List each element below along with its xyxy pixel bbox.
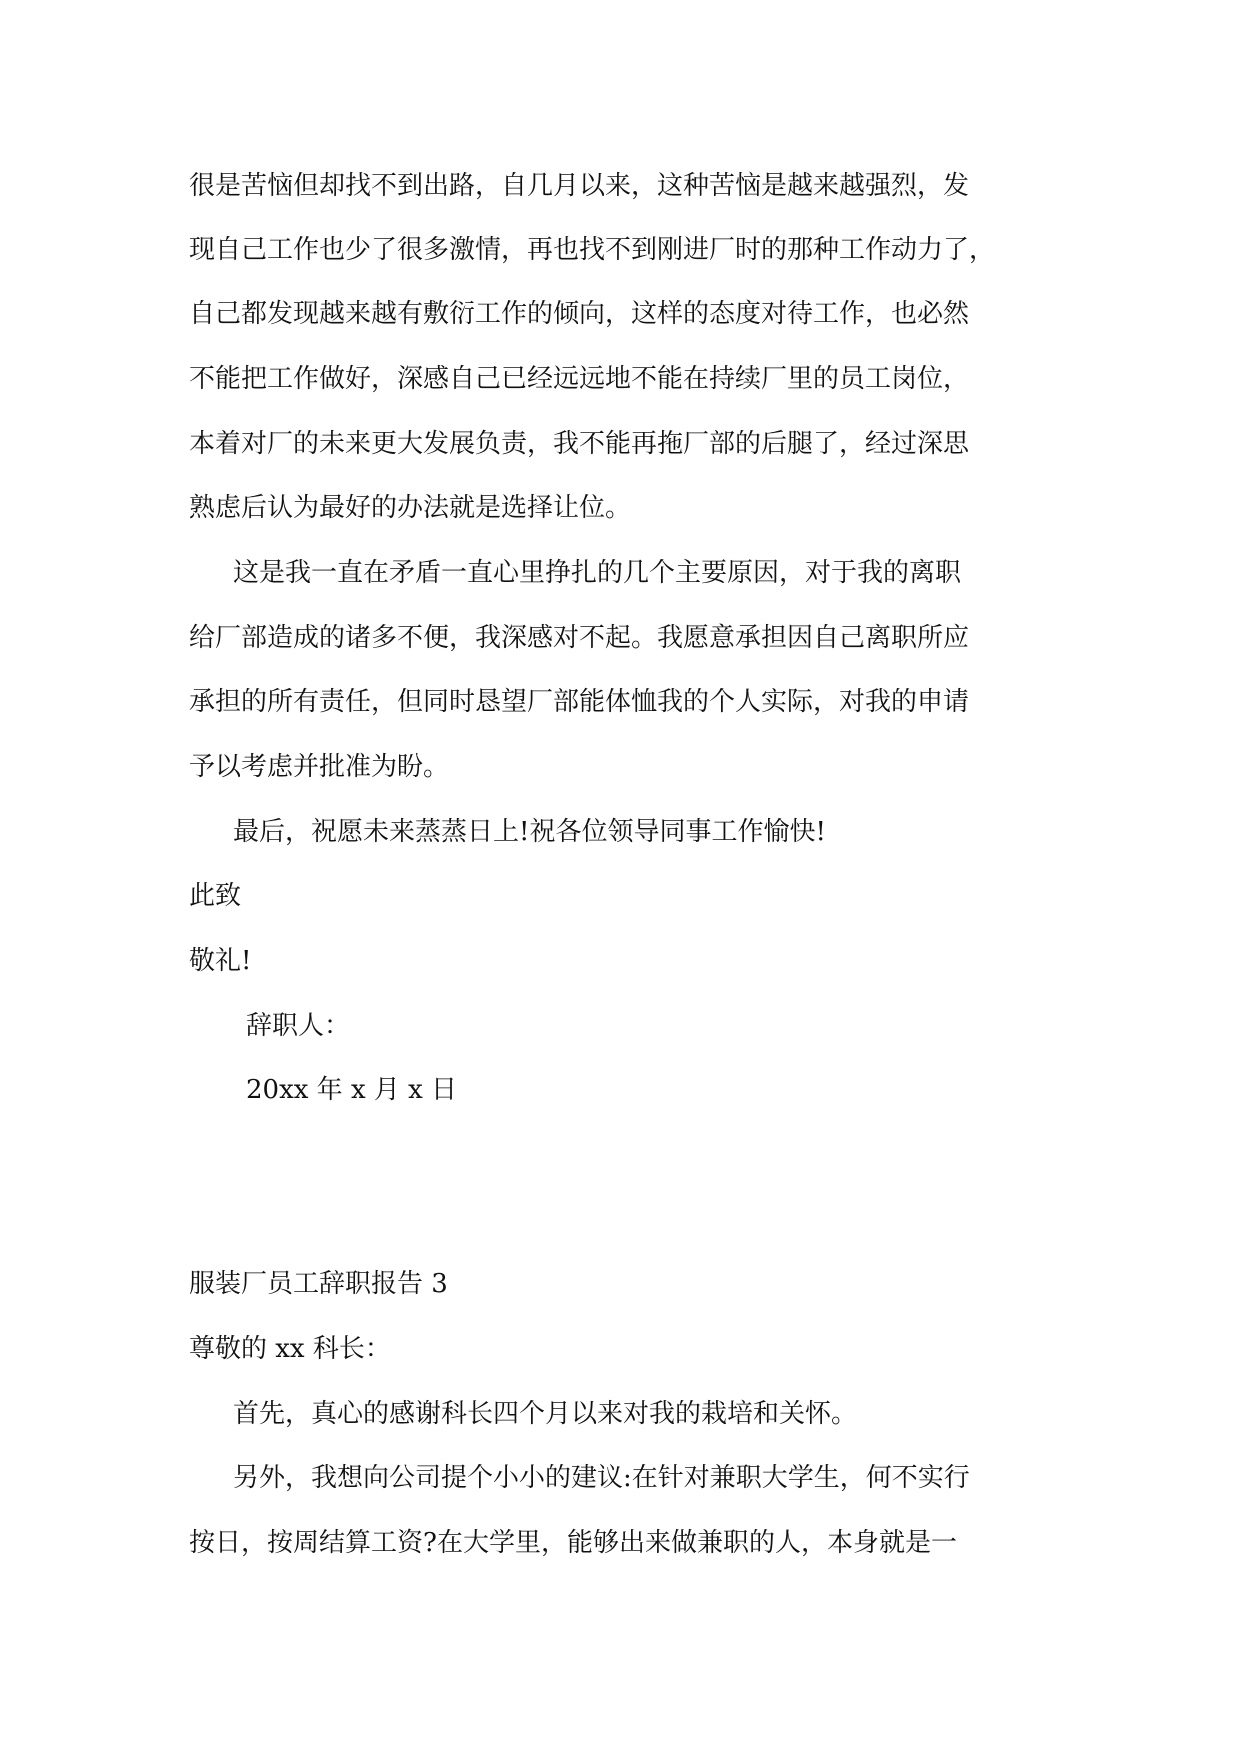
paragraph-line: 首先，真心的感谢科长四个月以来对我的栽培和关怀。 [233, 1399, 858, 1429]
paragraph-line: 承担的所有责任，但同时恳望厂部能体恤我的个人实际，对我的申请 [189, 687, 970, 717]
closing-wish: 最后，祝愿未来蒸蒸日上!祝各位领导同事工作愉快! [233, 817, 826, 847]
greeting: 尊敬的 xx 科长： [189, 1334, 391, 1364]
signature-label: 辞职人： [246, 1011, 351, 1041]
paragraph-line: 自己都发现越来越有敷衍工作的倾向，这样的态度对待工作，也必然 [189, 299, 970, 329]
paragraph-line: 给厂部造成的诸多不便，我深感对不起。我愿意承担因自己离职所应 [189, 623, 970, 653]
paragraph-line: 这是我一直在矛盾一直心里挣扎的几个主要原因，对于我的离职 [233, 558, 962, 588]
paragraph-line: 按日，按周结算工资?在大学里，能够出来做兼职的人，本身就是一 [189, 1528, 957, 1558]
paragraph-line: 予以考虑并批准为盼。 [189, 752, 450, 782]
paragraph-line: 熟虑后认为最好的办法就是选择让位。 [189, 493, 632, 523]
paragraph-line: 很是苦恼但却找不到出路，自几月以来，这种苦恼是越来越强烈，发 [189, 171, 970, 201]
signature-date: 20xx 年 x 月 x 日 [246, 1075, 458, 1105]
paragraph-line: 本着对厂的未来更大发展负责，我不能再拖厂部的后腿了，经过深思 [189, 429, 970, 459]
section-title: 服装厂员工辞职报告 3 [189, 1269, 448, 1299]
salutation-1: 此致 [189, 881, 242, 911]
paragraph-line: 不能把工作做好，深感自己已经远远地不能在持续厂里的员工岗位， [189, 364, 970, 394]
paragraph-line: 另外，我想向公司提个小小的建议:在针对兼职大学生，何不实行 [233, 1463, 970, 1493]
salutation-2: 敬礼! [189, 946, 252, 976]
paragraph-line: 现自己工作也少了很多激情，再也找不到刚进厂时的那种工作动力了， [189, 235, 996, 265]
